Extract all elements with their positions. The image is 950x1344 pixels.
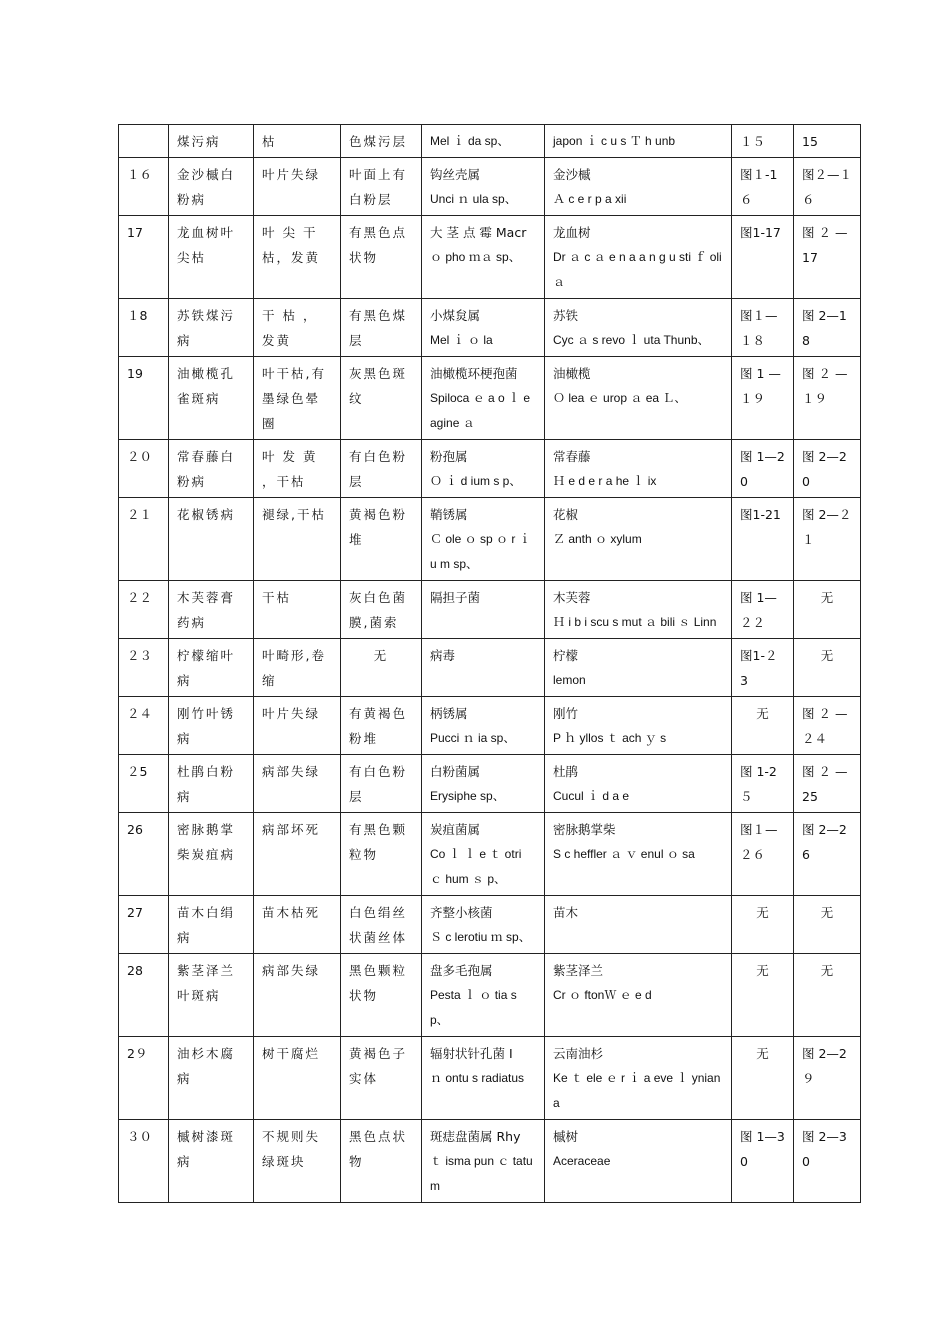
sign: 色煤污层 <box>341 125 422 158</box>
host <box>545 581 732 639</box>
host-chinese-name: 油橄榄 <box>553 366 591 381</box>
sign: 无 <box>341 639 422 697</box>
host-latin-name: japon ｉ c u s Ｔ h unb <box>553 134 676 148</box>
disease-name: 油橄榄孔雀斑病 <box>169 357 254 440</box>
pathogen <box>422 216 545 299</box>
figure-ref-1: 图 1—30 <box>732 1120 794 1203</box>
pathogen <box>422 581 545 639</box>
sign: 有白色粉层 <box>341 755 422 813</box>
disease-name: 苏铁煤污病 <box>169 299 254 357</box>
sign: 黄褐色粉堆 <box>341 498 422 581</box>
host-chinese-name: 花椒 <box>553 507 579 522</box>
disease-name: 油杉木腐病 <box>169 1037 254 1120</box>
figure-ref-2: 15 <box>794 125 861 158</box>
disease-name: 紫茎泽兰叶斑病 <box>169 954 254 1037</box>
symptom: 不规则失绿斑块 <box>254 1120 341 1203</box>
sign: 黑色点状物 <box>341 1120 422 1203</box>
host-latin-name: Cr ｏ ftonＷ ｅ e d <box>553 988 652 1002</box>
pathogen <box>422 755 545 813</box>
table-row <box>119 954 861 1037</box>
host-latin-name: P ｈ yllos ｔ ach ｙ s <box>553 731 667 745</box>
symptom: 病部失绿 <box>254 755 341 813</box>
table-row <box>119 299 861 357</box>
pathogen <box>422 357 545 440</box>
figure-ref-1: 图１-1６ <box>732 158 794 216</box>
host <box>545 440 732 498</box>
pathogen-latin-name: Co ｌ ｌ e ｔ otri ｃ hum ｓ p、 <box>430 847 522 886</box>
row-number: 28 <box>119 954 169 1037</box>
symptom: 枯 <box>254 125 341 158</box>
figure-ref-2: 图 ２ —25 <box>794 755 861 813</box>
symptom: 叶 发 黄 ，干枯 <box>254 440 341 498</box>
figure-ref-2: 图 ２ —１９ <box>794 357 861 440</box>
host-latin-name: Dr ａ c ａ e n a a n g u sti ｆ oli ａ <box>553 250 722 289</box>
pathogen-chinese-name: 油橄榄环梗孢菌 <box>430 366 518 381</box>
pathogen-chinese-name: 病毒 <box>430 648 456 663</box>
figure-ref-1: 图 1 —１９ <box>732 357 794 440</box>
host-latin-name: Ｈ e d e r a he ｌ ix <box>553 474 657 488</box>
figure-ref-2: 图２—１６ <box>794 158 861 216</box>
host <box>545 954 732 1037</box>
table-row <box>119 216 861 299</box>
figure-ref-2: 无 <box>794 896 861 954</box>
disease-name: 槭树漆斑病 <box>169 1120 254 1203</box>
symptom: 病部坏死 <box>254 813 341 896</box>
figure-ref-1: １５ <box>732 125 794 158</box>
host-latin-name: Ｏ lea ｅ urop ａ ea Ｌ、 <box>553 391 687 405</box>
pathogen <box>422 299 545 357</box>
pathogen-latin-name: Unci ｎ ula sp、 <box>430 192 517 206</box>
table-row <box>119 896 861 954</box>
figure-ref-1: 图 1-2５ <box>732 755 794 813</box>
row-number: １６ <box>119 158 169 216</box>
disease-name: 刚竹叶锈病 <box>169 697 254 755</box>
disease-name: 密脉鹅掌柴炭疽病 <box>169 813 254 896</box>
table-row <box>119 581 861 639</box>
host <box>545 357 732 440</box>
figure-ref-1: 图１—２６ <box>732 813 794 896</box>
pathogen-latin-name: ｔ isma pun ｃ tatum <box>430 1154 533 1193</box>
figure-ref-2: 无 <box>794 581 861 639</box>
figure-ref-2: 图 2—26 <box>794 813 861 896</box>
row-number: ３０ <box>119 1120 169 1203</box>
figure-ref-2: 图 2—30 <box>794 1120 861 1203</box>
pathogen-chinese-name: 柄锈属 <box>430 706 468 721</box>
pathogen <box>422 440 545 498</box>
table-row <box>119 125 861 158</box>
pathogen-latin-name: Ｓ c lerotiu ｍ sp、 <box>430 930 531 944</box>
host-chinese-name: 苏铁 <box>553 308 579 323</box>
pathogen <box>422 697 545 755</box>
row-number: ２３ <box>119 639 169 697</box>
symptom: 干枯 <box>254 581 341 639</box>
symptom: 叶 尖 干枯，发黄 <box>254 216 341 299</box>
symptom: 叶干枯,有墨绿色晕圈 <box>254 357 341 440</box>
host <box>545 1037 732 1120</box>
pathogen <box>422 813 545 896</box>
symptom: 叶片失绿 <box>254 158 341 216</box>
host-chinese-name: 紫茎泽兰 <box>553 963 604 978</box>
pathogen <box>422 1120 545 1203</box>
pathogen-latin-name: Erysiphe sp、 <box>430 789 505 803</box>
host <box>545 755 732 813</box>
pathogen-chinese-name: 斑痣盘菌属 Rhy <box>430 1129 521 1144</box>
symptom: 病部失绿 <box>254 954 341 1037</box>
pathogen-chinese-name: 隔担子菌 <box>430 590 481 605</box>
row-number: 27 <box>119 896 169 954</box>
host-latin-name: Cucul ｉ d a e <box>553 789 630 803</box>
figure-ref-2: 图 2—20 <box>794 440 861 498</box>
figure-ref-2: 无 <box>794 639 861 697</box>
pathogen-chinese-name: 小煤炱属 <box>430 308 481 323</box>
sign: 灰黑色斑纹 <box>341 357 422 440</box>
table-row <box>119 357 861 440</box>
row-number: ２１ <box>119 498 169 581</box>
host <box>545 299 732 357</box>
host-latin-name: Ke ｔ ele ｅ r ｉ a eve ｌ yniana <box>553 1071 721 1110</box>
table-row <box>119 1037 861 1120</box>
figure-ref-1: 无 <box>732 697 794 755</box>
pathogen-latin-name: Pucci ｎ ia sp、 <box>430 731 516 745</box>
host-chinese-name: 云南油杉 <box>553 1046 604 1061</box>
disease-name: 煤污病 <box>169 125 254 158</box>
pathogen-chinese-name: 鞘锈属 <box>430 507 468 522</box>
disease-name: 龙血树叶尖枯 <box>169 216 254 299</box>
row-number: ２２ <box>119 581 169 639</box>
host <box>545 158 732 216</box>
pathogen-chinese-name: 粉孢属 <box>430 449 468 464</box>
row-number: 17 <box>119 216 169 299</box>
figure-ref-1: 图 1—20 <box>732 440 794 498</box>
figure-ref-1: 图1-21 <box>732 498 794 581</box>
host-latin-name: Ｚ anth ｏ xylum <box>553 532 642 546</box>
pathogen-latin-name: ｏ pho ｍａ sp、 <box>430 250 521 264</box>
figure-ref-2: 无 <box>794 954 861 1037</box>
host-latin-name: Ａ c e r p a xii <box>553 192 627 206</box>
sign: 有黄褐色粉堆 <box>341 697 422 755</box>
symptom: 树干腐烂 <box>254 1037 341 1120</box>
table-row <box>119 639 861 697</box>
host <box>545 697 732 755</box>
symptom: 干 枯 ， 发黄 <box>254 299 341 357</box>
symptom: 褪绿,干枯 <box>254 498 341 581</box>
table-row <box>119 755 861 813</box>
host <box>545 216 732 299</box>
pathogen <box>422 158 545 216</box>
figure-ref-1: 无 <box>732 1037 794 1120</box>
figure-ref-2: 图 2—18 <box>794 299 861 357</box>
host-latin-name: lemon <box>553 673 586 687</box>
pathogen <box>422 1037 545 1120</box>
row-number: １8 <box>119 299 169 357</box>
sign: 有白色粉层 <box>341 440 422 498</box>
pathogen-chinese-name: 辐射状针孔菌 I <box>430 1046 513 1061</box>
pathogen-latin-name: ｎ ontu s radiatus <box>430 1071 525 1085</box>
row-number: ２４ <box>119 697 169 755</box>
row-number: ２０ <box>119 440 169 498</box>
figure-ref-2: 图 2—2９ <box>794 1037 861 1120</box>
sign: 有黑色点状物 <box>341 216 422 299</box>
pathogen-chinese-name: 大 茎 点 霉 Macr <box>430 225 527 240</box>
disease-name: 金沙槭白粉病 <box>169 158 254 216</box>
pathogen <box>422 896 545 954</box>
pathogen-latin-name: Ｃ ole ｏ sp ｏ r ｉ u m sp、 <box>430 532 531 571</box>
host-chinese-name: 柠檬 <box>553 648 579 663</box>
figure-ref-1: 无 <box>732 954 794 1037</box>
figure-ref-2: 图 2—２１ <box>794 498 861 581</box>
host-chinese-name: 密脉鹅掌柴 <box>553 822 616 837</box>
sign: 白色绢丝状菌丝体 <box>341 896 422 954</box>
disease-name: 柠檬缩叶病 <box>169 639 254 697</box>
host <box>545 498 732 581</box>
figure-ref-1: 图 1—２２ <box>732 581 794 639</box>
disease-name: 常春藤白粉病 <box>169 440 254 498</box>
table-row <box>119 1120 861 1203</box>
table-row <box>119 440 861 498</box>
figure-ref-2: 图 ２ —２４ <box>794 697 861 755</box>
disease-table <box>118 124 861 1203</box>
pathogen-chinese-name: 盘多毛孢属 <box>430 963 493 978</box>
host-chinese-name: 刚竹 <box>553 706 579 721</box>
disease-name: 苗木白绢病 <box>169 896 254 954</box>
pathogen-latin-name: Spiloca ｅ a o ｌ eagine ａ <box>430 391 531 430</box>
table-row <box>119 697 861 755</box>
host <box>545 639 732 697</box>
figure-ref-1: 图1-17 <box>732 216 794 299</box>
figure-ref-1: 图１—１８ <box>732 299 794 357</box>
pathogen <box>422 954 545 1037</box>
pathogen-latin-name: Pesta ｌ ｏ tia s p、 <box>430 988 517 1027</box>
host-chinese-name: 龙血树 <box>553 225 591 240</box>
host <box>545 896 732 954</box>
figure-ref-1: 图1-２3 <box>732 639 794 697</box>
disease-name: 杜鹃白粉病 <box>169 755 254 813</box>
pathogen-chinese-name: 白粉菌属 <box>430 764 481 779</box>
host-latin-name: Ｈ i b i scu s mut ａ bili ｓ Linn <box>553 615 717 629</box>
symptom: 叶畸形,卷缩 <box>254 639 341 697</box>
host-chinese-name: 槭树 <box>553 1129 579 1144</box>
sign: 叶面上有白粉层 <box>341 158 422 216</box>
host <box>545 125 732 158</box>
disease-name: 木芙蓉膏药病 <box>169 581 254 639</box>
pathogen-latin-name: Ｏ ｉ d ium s p、 <box>430 474 522 488</box>
host-chinese-name: 苗木 <box>553 905 579 920</box>
host <box>545 813 732 896</box>
table-row <box>119 158 861 216</box>
symptom: 叶片失绿 <box>254 697 341 755</box>
pathogen-chinese-name: 炭疽菌属 <box>430 822 481 837</box>
row-number: 2９ <box>119 1037 169 1120</box>
sign: 有黑色颗粒物 <box>341 813 422 896</box>
host-chinese-name: 常春藤 <box>553 449 591 464</box>
host-latin-name: Aceraceae <box>553 1154 611 1168</box>
sign: 有黑色煤层 <box>341 299 422 357</box>
host-chinese-name: 木芙蓉 <box>553 590 591 605</box>
pathogen-chinese-name: 钩丝壳属 <box>430 167 481 182</box>
host-latin-name: S c heffler ａ ｖ enul ｏ sa <box>553 847 695 861</box>
row-number <box>119 125 169 158</box>
sign: 黄褐色子实体 <box>341 1037 422 1120</box>
host <box>545 1120 732 1203</box>
pathogen <box>422 639 545 697</box>
pathogen <box>422 498 545 581</box>
pathogen-chinese-name: 齐整小核菌 <box>430 905 493 920</box>
table-row <box>119 813 861 896</box>
pathogen <box>422 125 545 158</box>
host-chinese-name: 杜鹃 <box>553 764 579 779</box>
symptom: 苗木枯死 <box>254 896 341 954</box>
sign: 灰白色菌膜,菌索 <box>341 581 422 639</box>
row-number: 19 <box>119 357 169 440</box>
disease-name: 花椒锈病 <box>169 498 254 581</box>
pathogen-latin-name: Mel ｉ ｏ la <box>430 333 493 347</box>
pathogen-latin-name: Mel ｉ da sp、 <box>430 134 510 148</box>
host-latin-name: Cyc ａ s revo ｌ uta Thunb、 <box>553 333 710 347</box>
figure-ref-2: 图 ２ —17 <box>794 216 861 299</box>
table-row <box>119 498 861 581</box>
row-number: ２5 <box>119 755 169 813</box>
host-chinese-name: 金沙槭 <box>553 167 591 182</box>
figure-ref-1: 无 <box>732 896 794 954</box>
sign: 黑色颗粒状物 <box>341 954 422 1037</box>
row-number: 26 <box>119 813 169 896</box>
